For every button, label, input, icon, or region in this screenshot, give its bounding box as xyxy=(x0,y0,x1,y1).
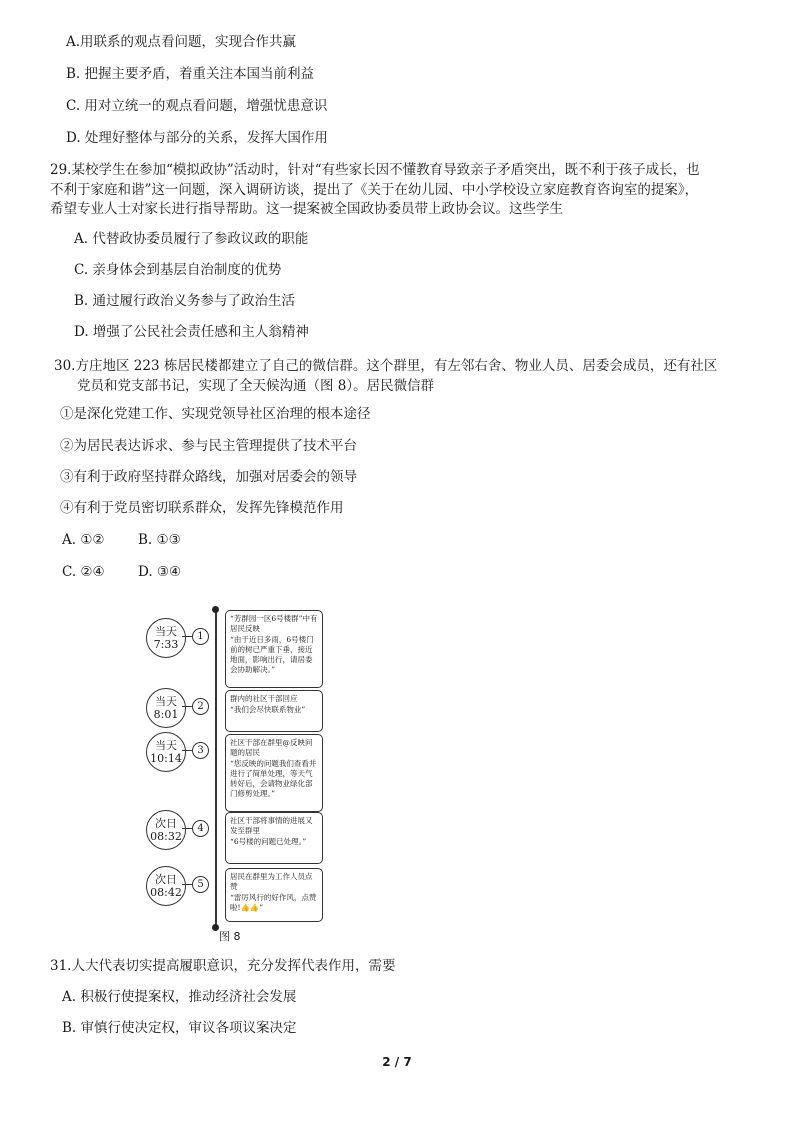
q31-option-b: B. 审慎行使决定权，审议各项议案决定 xyxy=(62,1020,297,1036)
page-number: 2 / 7 xyxy=(382,1055,412,1069)
q30-choice-d: D. ③④ xyxy=(138,564,182,580)
q30-stem-line-1: 30.方庄地区 223 栋居民楼都建立了自己的微信群。这个群里，有左邻右舍、物业人员、居委会成员，还有社区 xyxy=(54,358,718,374)
event-head: 居民在群里为工作人员点赞 xyxy=(230,872,313,891)
step-number-4: 4 xyxy=(192,820,209,837)
event-head: “芳群园一区6号楼群”中有居民反映 xyxy=(230,614,318,633)
q30-choice-a: A. ①② xyxy=(62,532,105,548)
q29-stem-line-3: 希望专业人士对家长进行指导帮助。这一提案被全国政协委员带上政协会议。这些学生 xyxy=(50,201,563,217)
event-body: “您反映的问题我们查看并进行了简单处理，等天气转好后，会请物业绿化部门修剪处理。” xyxy=(230,759,317,798)
q30-statement-1: ①是深化党建工作、实现党领导社区治理的根本途径 xyxy=(60,406,371,422)
q30-statement-4: ④有利于党员密切联系群众，发挥先锋模范作用 xyxy=(60,500,344,516)
event-body: “由于近日多雨，6号楼门前的树已严重下垂，接近地面，影响出行，请居委会协助解决。” xyxy=(230,635,314,674)
q29-option-c: C. 亲身体会到基层自治制度的优势 xyxy=(74,262,282,278)
q28-option-c: C. 用对立统一的观点看问题，增强忧患意识 xyxy=(66,98,328,114)
time-bubble-1 xyxy=(146,618,186,658)
time-clock: 08:32 xyxy=(150,830,182,843)
figure-8-timeline xyxy=(140,600,330,945)
q29-option-a: A. 代替政协委员履行了参政议政的职能 xyxy=(74,231,309,247)
q30-choice-b: B. ①③ xyxy=(138,532,181,548)
time-day: 当天 xyxy=(155,695,177,708)
event-card-1 xyxy=(225,610,323,688)
event-head: 社区干部在群里@反映问题的居民 xyxy=(230,738,313,757)
event-card-3 xyxy=(225,734,323,812)
q30-choice-c: C. ②④ xyxy=(62,564,105,580)
timeline-end-dot xyxy=(212,924,219,931)
time-day: 次日 xyxy=(155,873,177,886)
event-head: 群内的社区干部回应 xyxy=(230,694,298,703)
timeline-axis xyxy=(215,610,217,928)
time-bubble-3 xyxy=(146,732,186,772)
figure-caption: 图 8 xyxy=(219,930,241,943)
time-day: 当天 xyxy=(155,739,177,752)
q30-statement-2: ②为居民表达诉求、参与民主管理提供了技术平台 xyxy=(60,438,357,454)
q31-option-a: A. 积极行使提案权，推动经济社会发展 xyxy=(62,989,297,1005)
event-body: “雷厉风行的好作风，点赞啦!👍👍” xyxy=(230,893,317,912)
q29-stem-line-2: 不利于家庭和谐”这一问题，深入调研访谈，提出了《关于在幼儿园、中小学校设立家庭教育咨询室的提案》， xyxy=(50,182,699,198)
q30-stem-line-2: 党员和党支部书记，实现了全天候沟通（图 8）。居民微信群 xyxy=(77,378,435,394)
event-card-4 xyxy=(225,812,323,864)
step-number-2: 2 xyxy=(192,698,209,715)
event-card-5 xyxy=(225,868,323,922)
time-clock: 7:33 xyxy=(153,638,179,651)
step-number-3: 3 xyxy=(192,742,209,759)
time-clock: 10:14 xyxy=(150,752,182,765)
time-day: 当天 xyxy=(155,625,177,638)
q31-stem: 31.人大代表切实提高履职意识，充分发挥代表作用，需要 xyxy=(50,958,396,974)
q29-option-d: D. 增强了公民社会责任感和主人翁精神 xyxy=(74,324,309,340)
time-clock: 08:42 xyxy=(150,886,182,899)
q29-option-b: B. 通过履行政治义务参与了政治生活 xyxy=(74,293,296,309)
time-clock: 8:01 xyxy=(153,708,179,721)
q28-option-d: D. 处理好整体与部分的关系，发挥大国作用 xyxy=(66,130,328,146)
event-body: “我们会尽快联系物业” xyxy=(230,705,306,714)
q30-statement-3: ③有利于政府坚持群众路线，加强对居委会的领导 xyxy=(60,469,357,485)
step-number-5: 5 xyxy=(192,876,209,893)
q28-option-a: A.用联系的观点看问题，实现合作共赢 xyxy=(66,34,297,50)
timeline-start-dot xyxy=(212,606,219,613)
event-card-2 xyxy=(225,690,323,732)
event-head: 社区干部将事情的进展又发至群里 xyxy=(230,816,313,835)
event-body: “6号楼的问题已处理。” xyxy=(230,837,307,846)
time-bubble-5 xyxy=(146,866,186,906)
time-bubble-4 xyxy=(146,810,186,850)
time-day: 次日 xyxy=(155,817,177,830)
q29-stem-line-1: 29.某校学生在参加“模拟政协”活动时，针对“有些家长因不懂教育导致亲子矛盾突出，既不利于孩子成长，也 xyxy=(50,162,700,178)
q28-option-b: B. 把握主要矛盾，着重关注本国当前利益 xyxy=(66,66,315,82)
time-bubble-2 xyxy=(146,688,186,728)
step-number-1: 1 xyxy=(192,628,209,645)
